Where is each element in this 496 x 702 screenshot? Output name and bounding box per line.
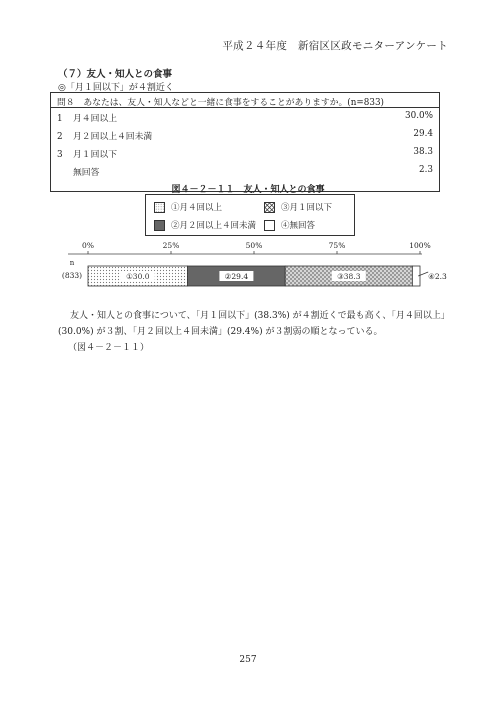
option-row	[57, 111, 433, 124]
option-label: 月２回以上４回未満	[73, 132, 153, 142]
summary-line-1: 友人・知人との食事について、「月１回以下」(38.3%) が４割近くで最も高く、「月４回以上」	[70, 311, 450, 321]
dotted-swatch-icon	[154, 202, 165, 213]
row-label-n: n	[69, 259, 75, 267]
axis-tick-label: 50%	[245, 241, 263, 250]
legend-label: ②月２回以上４回未満	[171, 221, 257, 231]
page-number: 257	[239, 655, 257, 665]
blank-swatch-icon	[264, 220, 275, 231]
summary-figure-ref: （図４－２－１１）	[68, 343, 150, 353]
legend-item	[154, 201, 222, 213]
option-row	[57, 165, 433, 178]
figure-title: 図４－２－１１ 友人・知人との食事	[171, 185, 325, 195]
crosshatch-swatch-icon	[264, 202, 275, 213]
dark-swatch-icon	[154, 220, 165, 231]
section-subtitle: ◎「月１回以下」が４割近く	[58, 83, 174, 93]
option-value: 30.0%	[405, 111, 433, 121]
option-number: 2	[57, 132, 63, 142]
section-title: （７）友人・知人との食事	[58, 69, 173, 80]
row-label-count: (833)	[61, 271, 83, 280]
option-row	[57, 129, 433, 142]
page-header: 平成２４年度 新宿区区政モニターアンケート	[222, 40, 448, 52]
question-text: 問８ あなたは、友人・知人などと一緒に食事をすることがありますか。(n=833)	[57, 98, 384, 108]
legend-item	[264, 219, 315, 231]
option-value: 38.3	[413, 147, 433, 157]
summary-line-2: (30.0%) が３割、「月２回以上４回未満」(29.4%) が３割弱の順となっている。	[58, 327, 383, 337]
stacked-bar-chart	[0, 236, 496, 300]
legend-label: ④無回答	[281, 221, 316, 231]
bar-data-label: ①30.0	[126, 272, 150, 281]
question-box	[50, 92, 440, 192]
axis-tick-label: 100%	[409, 241, 431, 250]
legend-label: ③月１回以下	[281, 203, 333, 213]
bar-data-label: ②29.4	[224, 272, 249, 281]
option-value: 29.4	[413, 129, 433, 139]
option-label: 月１回以下	[73, 150, 117, 160]
option-label: 無回答	[73, 168, 100, 178]
option-label: 月４回以上	[73, 114, 117, 124]
bar-data-label: ③38.3	[337, 272, 361, 281]
legend-item	[154, 219, 256, 231]
axis-tick-label: 25%	[162, 241, 180, 250]
axis-tick-label: 0%	[82, 241, 94, 250]
bar-data-label: ④2.3	[428, 272, 447, 281]
question-divider	[51, 107, 439, 108]
option-row	[57, 147, 433, 160]
option-number: 3	[57, 150, 63, 160]
option-number: 1	[57, 114, 63, 124]
legend-item	[264, 201, 332, 213]
legend-label: ①月４回以上	[171, 203, 223, 213]
chart-legend	[145, 194, 355, 236]
option-value: 2.3	[419, 165, 433, 175]
axis-tick-label: 75%	[328, 241, 346, 250]
